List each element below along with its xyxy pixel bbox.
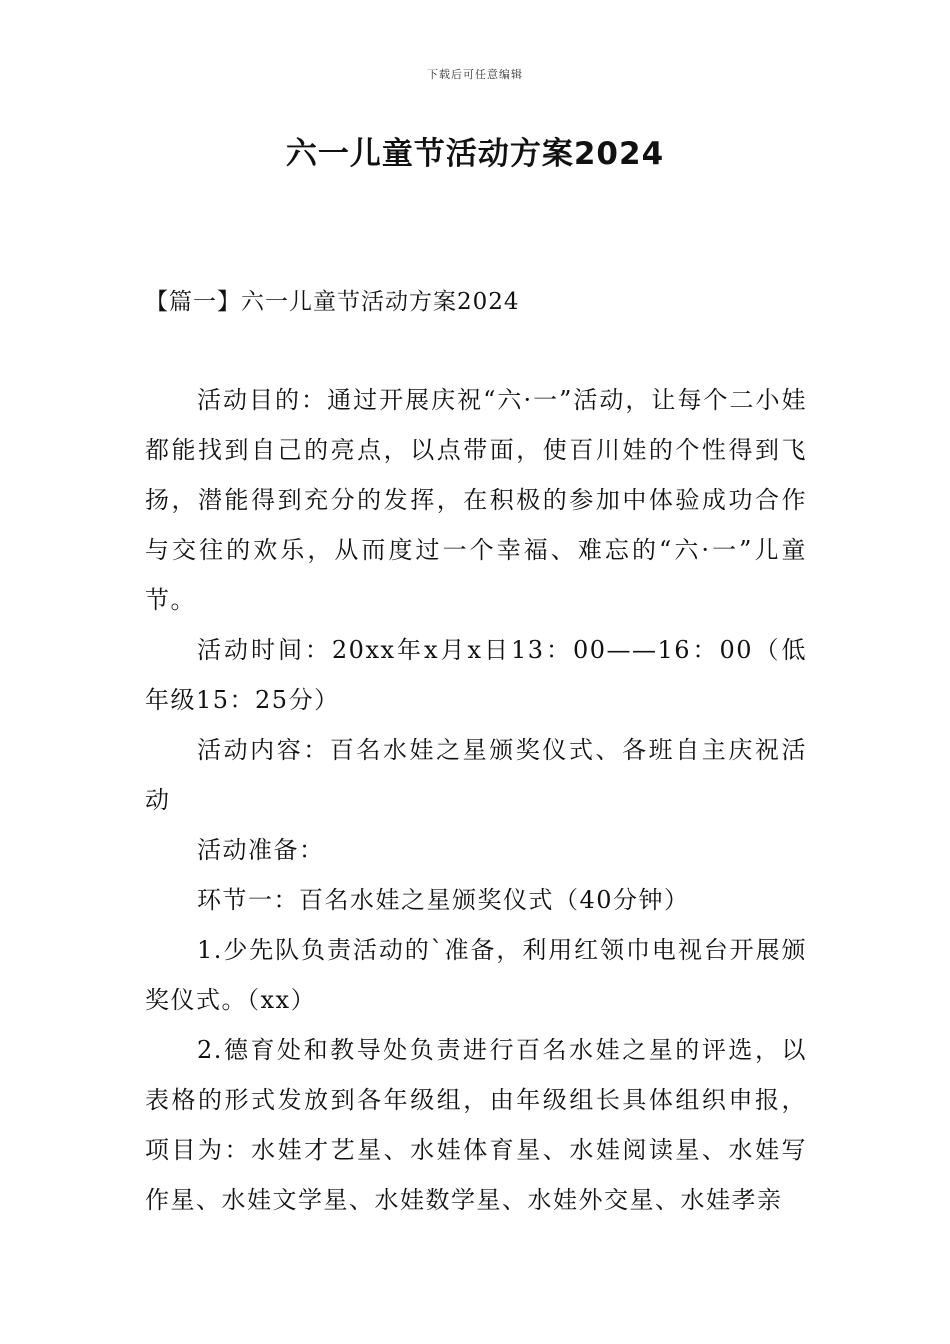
section-heading: 【篇一】六一儿童节活动方案2024 [145,289,520,315]
header-note: 下载后可任意编辑 [427,68,523,81]
paragraph-item-2: 2.德育处和教导处负责进行百名水娃之星的评选，以表格的形式发放到各年级组，由年级组长具体组织申报，项目为：水娃才艺星、水娃体育星、水娃阅读星、水娃写作星、水娃文学星、水娃数学星、水娃外交星、水娃孝亲 [145,1036,807,1214]
paragraph-item-1: 1.少先队负责活动的`准备，利用红领巾电视台开展颁奖仪式。（xx） [145,936,807,1014]
paragraph-purpose: 活动目的：通过开展庆祝“六·一”活动，让每个二小娃都能找到自己的亮点，以点带面，使百川娃的个性得到飞扬，潜能得到充分的发挥，在积极的参加中体验成功合作与交往的欢乐，从而度过一个幸福、难忘的“六·一”儿童节。 [145,386,807,614]
paragraph-preparation: 活动准备： [197,836,325,864]
paragraph-time: 活动时间：20xx年x月x日13：00——16：00（低年级15：25分） [145,636,807,714]
document-title: 六一儿童节活动方案2024 [285,136,665,172]
paragraph-content: 活动内容：百名水娃之星颁奖仪式、各班自主庆祝活动 [145,736,807,814]
document-body [145,375,807,1225]
paragraph-stage-one: 环节一：百名水娃之星颁奖仪式（40分钟） [197,886,690,914]
